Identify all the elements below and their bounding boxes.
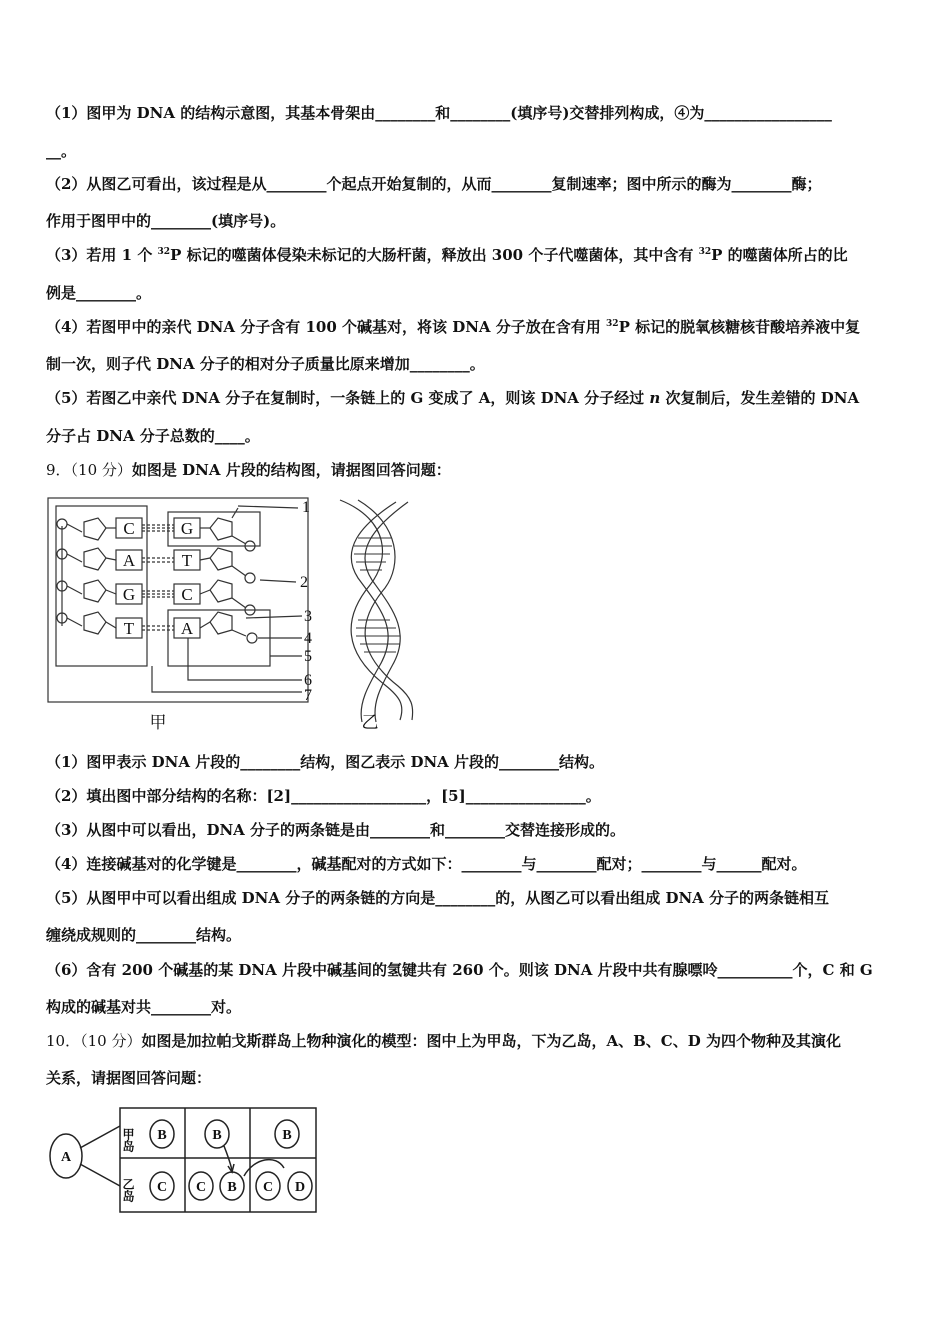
q8-part5-line1: （5）若图乙中亲代 DNA 分子在复制时，一条链上的 G 变成了 A，则该 DNA 分子经过 n 次复制后，发生差错的 DNA [46, 389, 860, 407]
leader-line [188, 638, 302, 680]
deoxyribose-pentagon [210, 548, 232, 570]
species-label: A [60, 1150, 72, 1165]
deoxyribose-pentagon [84, 548, 106, 570]
leader-line [152, 666, 302, 692]
q8-part4-line1: （4）若图甲中的亲代 DNA 分子含有 100 个碱基对，将该 DNA 分子放在含有用 $^{32}$P 标记的脱氧核糖核苷酸培养液中复 [46, 318, 861, 336]
q8-part5-line2: 分子占 DNA 分子总数的____。 [46, 427, 260, 445]
q10-stem-line1: 10．（10 分）如图是加拉帕戈斯群岛上物种演化的模型：图中上为甲岛，下为乙岛，A、B、C、D 为四个物种及其演化 [46, 1032, 841, 1050]
leader-line [238, 506, 298, 508]
species-label: C [262, 1180, 274, 1195]
island-label: 乙岛 [121, 1178, 135, 1202]
deoxyribose-pentagon [84, 518, 106, 540]
q9-part2: （2）填出图中部分结构的名称：[2]__________________，[5]________________。 [46, 787, 601, 805]
figure-frame [48, 498, 308, 702]
q9-part6-line2: 构成的碱基对共________对。 [46, 998, 242, 1016]
q8-part2-line2: 作用于图甲中的________(填序号)。 [46, 212, 286, 230]
leader-line [260, 580, 296, 582]
q8-part3-line1: （3）若用 1 个 $^{32}$P 标记的噬菌体侵染未标记的大肠杆菌，释放出 300 个子代噬菌体，其中含有 $^{32}$P 的噬菌体所占的比 [46, 246, 848, 264]
q9-part5-line2: 缠绕成规则的________结构。 [46, 926, 242, 944]
number-label: 4 [304, 630, 312, 647]
species-label: B [212, 1128, 222, 1143]
q8-part2-line1: （2）从图乙可看出，该过程是从________个起点开始复制的，从而________复制速率；图中所示的酶为________酶； [46, 175, 822, 193]
base-label: C [181, 585, 193, 604]
species-label: B [157, 1128, 167, 1143]
base-label: T [123, 619, 135, 638]
deoxyribose-pentagon [210, 580, 232, 602]
species-label: C [156, 1180, 168, 1195]
q9-stem: 9．（10 分）如图是 DNA 片段的结构图，请据图回答问题： [46, 461, 451, 479]
phosphate-circle [245, 573, 255, 583]
number-label: 6 [304, 672, 312, 689]
base-label: T [181, 551, 193, 570]
species-label: D [294, 1180, 306, 1195]
species-label: C [195, 1180, 207, 1195]
species-label: B [227, 1180, 237, 1195]
dna-structure-figure [40, 490, 420, 735]
q9-part6-line1: （6）含有 200 个碱基的某 DNA 片段中碱基间的氢键共有 260 个。则该 DNA 片段中共有腺嘌呤__________个，C 和 G [46, 961, 873, 979]
islands-grid [120, 1108, 316, 1212]
number-label: 5 [304, 648, 312, 665]
q10-stem-line2: 关系，请据图回答问题： [46, 1069, 212, 1087]
deoxyribose-pentagon [84, 580, 106, 602]
species-label: B [282, 1128, 292, 1143]
base-label: G [180, 519, 194, 538]
number-label: 1 [302, 499, 310, 516]
q9-part1: （1）图甲表示 DNA 片段的________结构，图乙表示 DNA 片段的________结构。 [46, 753, 605, 771]
deoxyribose-pentagon [210, 612, 232, 634]
deoxyribose-pentagon [84, 612, 106, 634]
base-label: A [180, 619, 194, 638]
helix-strand-1 [358, 500, 413, 720]
number-label: 7 [304, 687, 312, 704]
phosphate-circle [247, 633, 257, 643]
label-jia: 甲 [149, 713, 167, 732]
island-evolution-figure [44, 1100, 324, 1220]
base-label: G [122, 585, 136, 604]
q8-part3-line2: 例是________。 [46, 284, 152, 302]
label-yi: 乙 [361, 713, 379, 732]
deoxyribose-pentagon [210, 518, 232, 540]
number-label: 3 [304, 608, 312, 625]
q9-part3: （3）从图中可以看出，DNA 分子的两条链是由________和________交替连接形成的。 [46, 821, 626, 839]
island-label: 甲岛 [121, 1128, 135, 1152]
q8-part1-line2: __。 [46, 142, 77, 160]
q8-part4-line2: 制一次，则子代 DNA 分子的相对分子质量比原来增加________。 [46, 355, 485, 373]
base-label: A [122, 551, 136, 570]
leader-line [246, 616, 302, 618]
q9-part5-line1: （5）从图甲中可以看出组成 DNA 分子的两条链的方向是________的，从图乙可以看出组成 DNA 分子的两条链相互 [46, 889, 830, 907]
number-label: 2 [300, 574, 308, 591]
base-label: C [123, 519, 135, 538]
q8-part1-line1: （1）图甲为 DNA 的结构示意图，其基本骨架由________和________(填序号)交替排列构成，④为_________________ [46, 104, 832, 122]
q9-part4: （4）连接碱基对的化学键是________，碱基配对的方式如下：________与________配对；________与______配对。 [46, 855, 807, 873]
